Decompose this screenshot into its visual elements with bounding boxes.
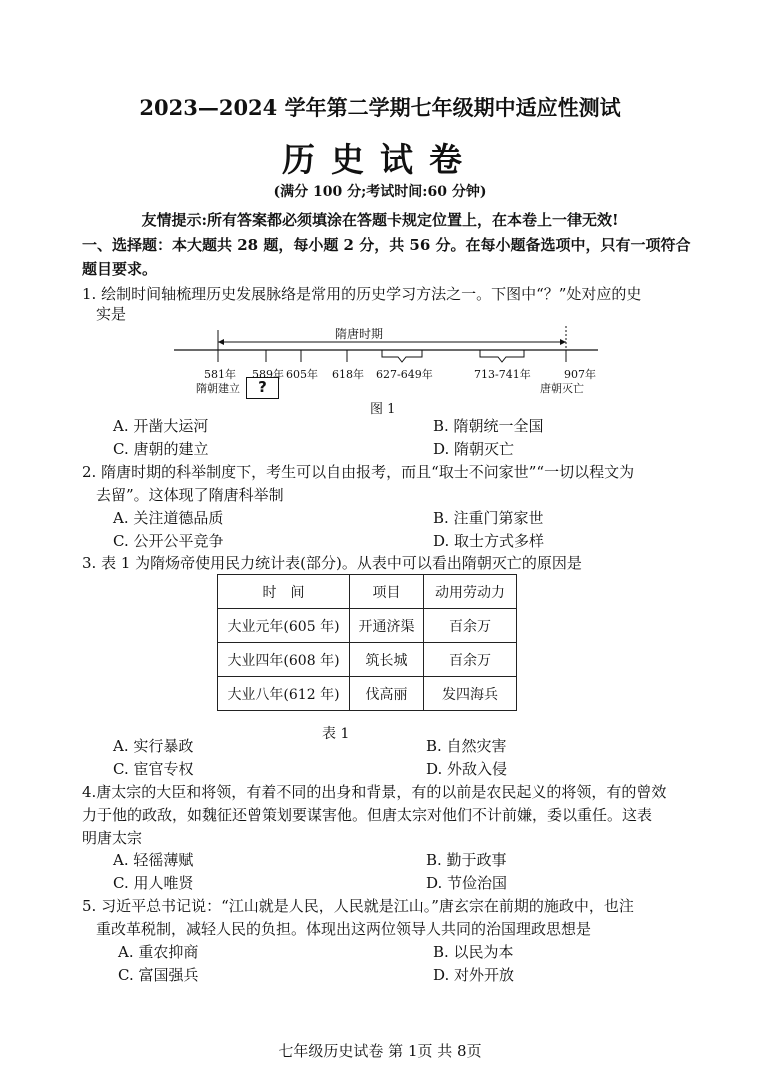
table-cell: 百余万 xyxy=(424,609,517,643)
table-caption: 表 1 xyxy=(322,726,350,742)
q4-stem-line3: 明唐太宗 xyxy=(82,829,143,847)
timeline-tick-589: 589年 xyxy=(252,368,284,381)
q3-option-c[interactable]: C. 宦官专权 xyxy=(113,760,194,778)
table-row xyxy=(218,609,517,643)
table-cell: 大业八年(612 年) xyxy=(218,677,350,711)
table-header-cell: 时 间 xyxy=(218,575,350,609)
timeline-tick-581: 581年 xyxy=(204,368,236,381)
figure-caption: 图 1 xyxy=(370,402,396,417)
q1-option-c[interactable]: C. 唐朝的建立 xyxy=(113,440,209,458)
exam-info: (满分 100 分;考试时间:60 分钟) xyxy=(273,184,487,200)
timeline-tick-618: 618年 xyxy=(332,368,364,381)
table-cell: 大业四年(608 年) xyxy=(218,643,350,677)
q2-stem-line1: 2. 隋唐时期的科举制度下，考生可以自由报考，而且“取士不问家世”“一切以程文为 xyxy=(82,463,635,481)
q3-option-d[interactable]: D. 外敌入侵 xyxy=(426,760,508,778)
question-mark-box: ? xyxy=(246,377,279,399)
table-cell: 大业元年(605 年) xyxy=(218,609,350,643)
q1-option-d[interactable]: D. 隋朝灭亡 xyxy=(433,440,515,458)
exam-title: 2023—2024 学年第二学期七年级期中适应性测试 xyxy=(139,95,621,120)
table-cell: 发四海兵 xyxy=(424,677,517,711)
q1-stem-line1: 1. 绘制时间轴梳理历史发展脉络是常用的历史学习方法之一。下图中“？”处对应的史 xyxy=(82,285,642,303)
timeline-figure xyxy=(172,322,602,402)
timeline-tick-627-649: 627-649年 xyxy=(376,368,433,381)
q3-option-b[interactable]: B. 自然灾害 xyxy=(426,737,507,755)
table-header-row xyxy=(218,575,517,609)
timeline-tick-605: 605年 xyxy=(286,368,318,381)
section-heading-line2: 题目要求。 xyxy=(82,260,158,278)
q5-option-c[interactable]: C. 富国强兵 xyxy=(118,966,199,984)
q4-option-d[interactable]: D. 节俭治国 xyxy=(426,874,508,892)
q2-option-b[interactable]: B. 注重门第家世 xyxy=(433,509,544,527)
q2-option-c[interactable]: C. 公开公平竞争 xyxy=(113,532,224,550)
timeline-period-label: 隋唐时期 xyxy=(335,327,384,341)
q5-option-d[interactable]: D. 对外开放 xyxy=(433,966,515,984)
q4-option-c[interactable]: C. 用人唯贤 xyxy=(113,874,194,892)
table-cell: 伐高丽 xyxy=(350,677,424,711)
table-header-cell: 项目 xyxy=(350,575,424,609)
section-heading-line1: 一、选择题：本大题共 28 题，每小题 2 分，共 56 分。在每小题备选项中，只有一项符合 xyxy=(82,236,691,254)
timeline-note-sui-founded: 隋朝建立 xyxy=(196,382,240,395)
q3-stem: 3. 表 1 为隋炀帝使用民力统计表(部分)。从表中可以看出隋朝灭亡的原因是 xyxy=(82,554,582,572)
q3-option-a[interactable]: A. 实行暴政 xyxy=(113,737,194,755)
q4-option-b[interactable]: B. 勤于政事 xyxy=(426,851,507,869)
q5-option-b[interactable]: B. 以民为本 xyxy=(433,943,514,961)
q2-option-d[interactable]: D. 取士方式多样 xyxy=(433,532,545,550)
q5-option-a[interactable]: A. 重农抑商 xyxy=(118,943,199,961)
timeline-note-tang-fall: 唐朝灭亡 xyxy=(540,382,584,395)
table-cell: 筑长城 xyxy=(350,643,424,677)
q1-option-b[interactable]: B. 隋朝统一全国 xyxy=(433,417,544,435)
q1-option-a[interactable]: A. 开凿大运河 xyxy=(113,417,209,435)
table-header-cell: 动用劳动力 xyxy=(424,575,517,609)
q1-stem-line2: 实是 xyxy=(96,305,127,323)
q5-stem-line1: 5. 习近平总书记说：“江山就是人民，人民就是江山。”唐玄宗在前期的施政中，也注 xyxy=(82,897,634,915)
q4-option-a[interactable]: A. 轻徭薄赋 xyxy=(113,851,194,869)
table-row xyxy=(218,677,517,711)
subject-title: 历史试卷 xyxy=(282,140,478,179)
friendly-tip: 友情提示:所有答案都必须填涂在答题卡规定位置上，在本卷上一律无效! xyxy=(141,211,619,229)
q2-stem-line2: 去留”。这体现了隋唐科举制 xyxy=(96,486,284,504)
table-cell: 百余万 xyxy=(424,643,517,677)
table-cell: 开通济渠 xyxy=(350,609,424,643)
q4-stem-line1: 4.唐太宗的大臣和将领，有着不同的出身和背景，有的以前是农民起义的将领，有的曾效 xyxy=(82,783,667,801)
labor-table xyxy=(217,574,517,711)
q2-option-a[interactable]: A. 关注道德品质 xyxy=(113,509,224,527)
timeline-tick-907: 907年 xyxy=(564,368,596,381)
q4-stem-line2: 力于他的政敌，如魏征还曾策划要谋害他。但唐太宗对他们不计前嫌，委以重任。这表 xyxy=(82,806,653,824)
timeline-tick-713-741: 713-741年 xyxy=(474,368,531,381)
q5-stem-line2: 重改革税制，减轻人民的负担。体现出这两位领导人共同的治国理政思想是 xyxy=(96,920,592,938)
page-footer: 七年级历史试卷 第 1页 共 8页 xyxy=(278,1042,482,1060)
table-row xyxy=(218,643,517,677)
